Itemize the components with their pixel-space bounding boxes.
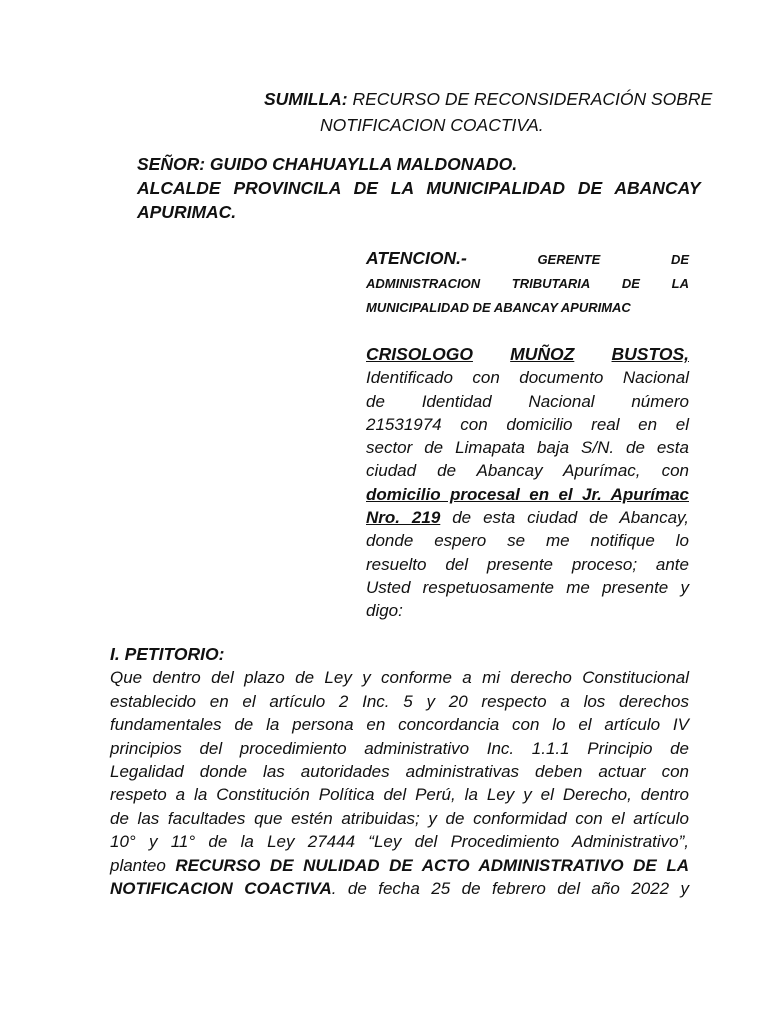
identity-line: sector de Limapata baja S/N. de esta (366, 438, 689, 458)
sumilla-line-1: RECURSO DE RECONSIDERACIÓN SOBRE (347, 89, 713, 109)
body-line (110, 854, 689, 877)
identity-line: Usted respetuosamente me presente y (366, 577, 689, 597)
body-line: respeto a la Constitución Política del Perú, la Ley y el Derecho, dentro (110, 785, 689, 805)
name-part: BUSTOS, (611, 344, 689, 364)
nullity-request: RECURSO DE NULIDAD DE ACTO ADMINISTRATIVO DE LA (175, 855, 689, 875)
sumilla-line-2: NOTIFICACION COACTIVA. (320, 115, 544, 135)
body-line: de las facultades que estén atribuidas; y de conformidad con el artículo (110, 808, 689, 828)
attention-word: DE (670, 252, 689, 267)
planteo-prefix: planteo (110, 855, 176, 875)
address-number: Nro. 219 (366, 508, 441, 528)
identity-line: resuelto del presente proceso; ante (366, 554, 689, 574)
addressee-line-3: APURIMAC. (137, 202, 237, 222)
body-line: fundamentales de la persona en concordancia con lo el artículo IV (110, 715, 689, 735)
attention-label: ATENCION.- (366, 248, 467, 268)
identity-line: Identificado con documento Nacional (366, 368, 689, 388)
name-part: MUÑOZ (510, 344, 575, 364)
attention-block (366, 246, 689, 320)
attention-row-3: MUNICIPALIDAD DE ABANCAY APURIMAC (366, 300, 631, 315)
attention-word: LA (671, 276, 689, 291)
body-line: establecido en el artículo 2 Inc. 5 y 20 respecto a los derechos (110, 691, 689, 711)
attention-word: DE (621, 276, 640, 291)
coactive-notification: NOTIFICACION COACTIVA (110, 879, 332, 899)
identity-closing: digo: (366, 601, 403, 621)
body-line: Que dentro del plazo de Ley y conforme a mi derecho Constitucional (110, 668, 689, 688)
addressee-line-1: SEÑOR: GUIDO CHAHUAYLLA MALDONADO. (137, 154, 518, 174)
identity-line: de Identidad Nacional número (366, 391, 689, 411)
petitorio-section (110, 643, 689, 900)
identity-line: ciudad de Abancay Apurímac, con (366, 461, 689, 481)
identity-block (366, 343, 689, 623)
body-line (110, 877, 689, 900)
attention-word: ADMINISTRACION (366, 276, 481, 291)
address-rest: de esta ciudad de Abancay, (440, 508, 689, 528)
procedural-address: domicilio procesal en el Jr. Apurímac (366, 484, 689, 504)
sumilla-label: SUMILLA: (264, 89, 348, 109)
notification-date: . de fecha 25 de febrero del año 2022 y (331, 879, 689, 899)
identity-line: donde espero se me notifique lo (366, 531, 689, 551)
identity-line (366, 506, 689, 529)
section-heading: I. PETITORIO: (110, 644, 225, 664)
body-line: principios del procedimiento administrativo Inc. 1.1.1 Principio de (110, 738, 689, 758)
body-line: Legalidad donde las autoridades administrativas deben actuar con (110, 762, 689, 782)
addressee-line-2: ALCALDE PROVINCILA DE LA MUNICIPALIDAD DE ABANCAY (137, 178, 701, 198)
attention-row-1 (366, 246, 689, 272)
petitioner-name (366, 343, 689, 366)
name-part: CRISOLOGO (366, 344, 473, 364)
attention-word: TRIBUTARIA (511, 276, 591, 291)
addressee-block (137, 152, 701, 224)
body-line: 10° y 11° de la Ley 27444 “Ley del Procedimiento Administrativo”, (110, 832, 689, 852)
identity-line: 21531974 con domicilio real en el (366, 414, 689, 434)
sumilla-block (264, 86, 712, 138)
attention-row-2 (366, 272, 689, 296)
attention-word: GERENTE (537, 252, 601, 267)
